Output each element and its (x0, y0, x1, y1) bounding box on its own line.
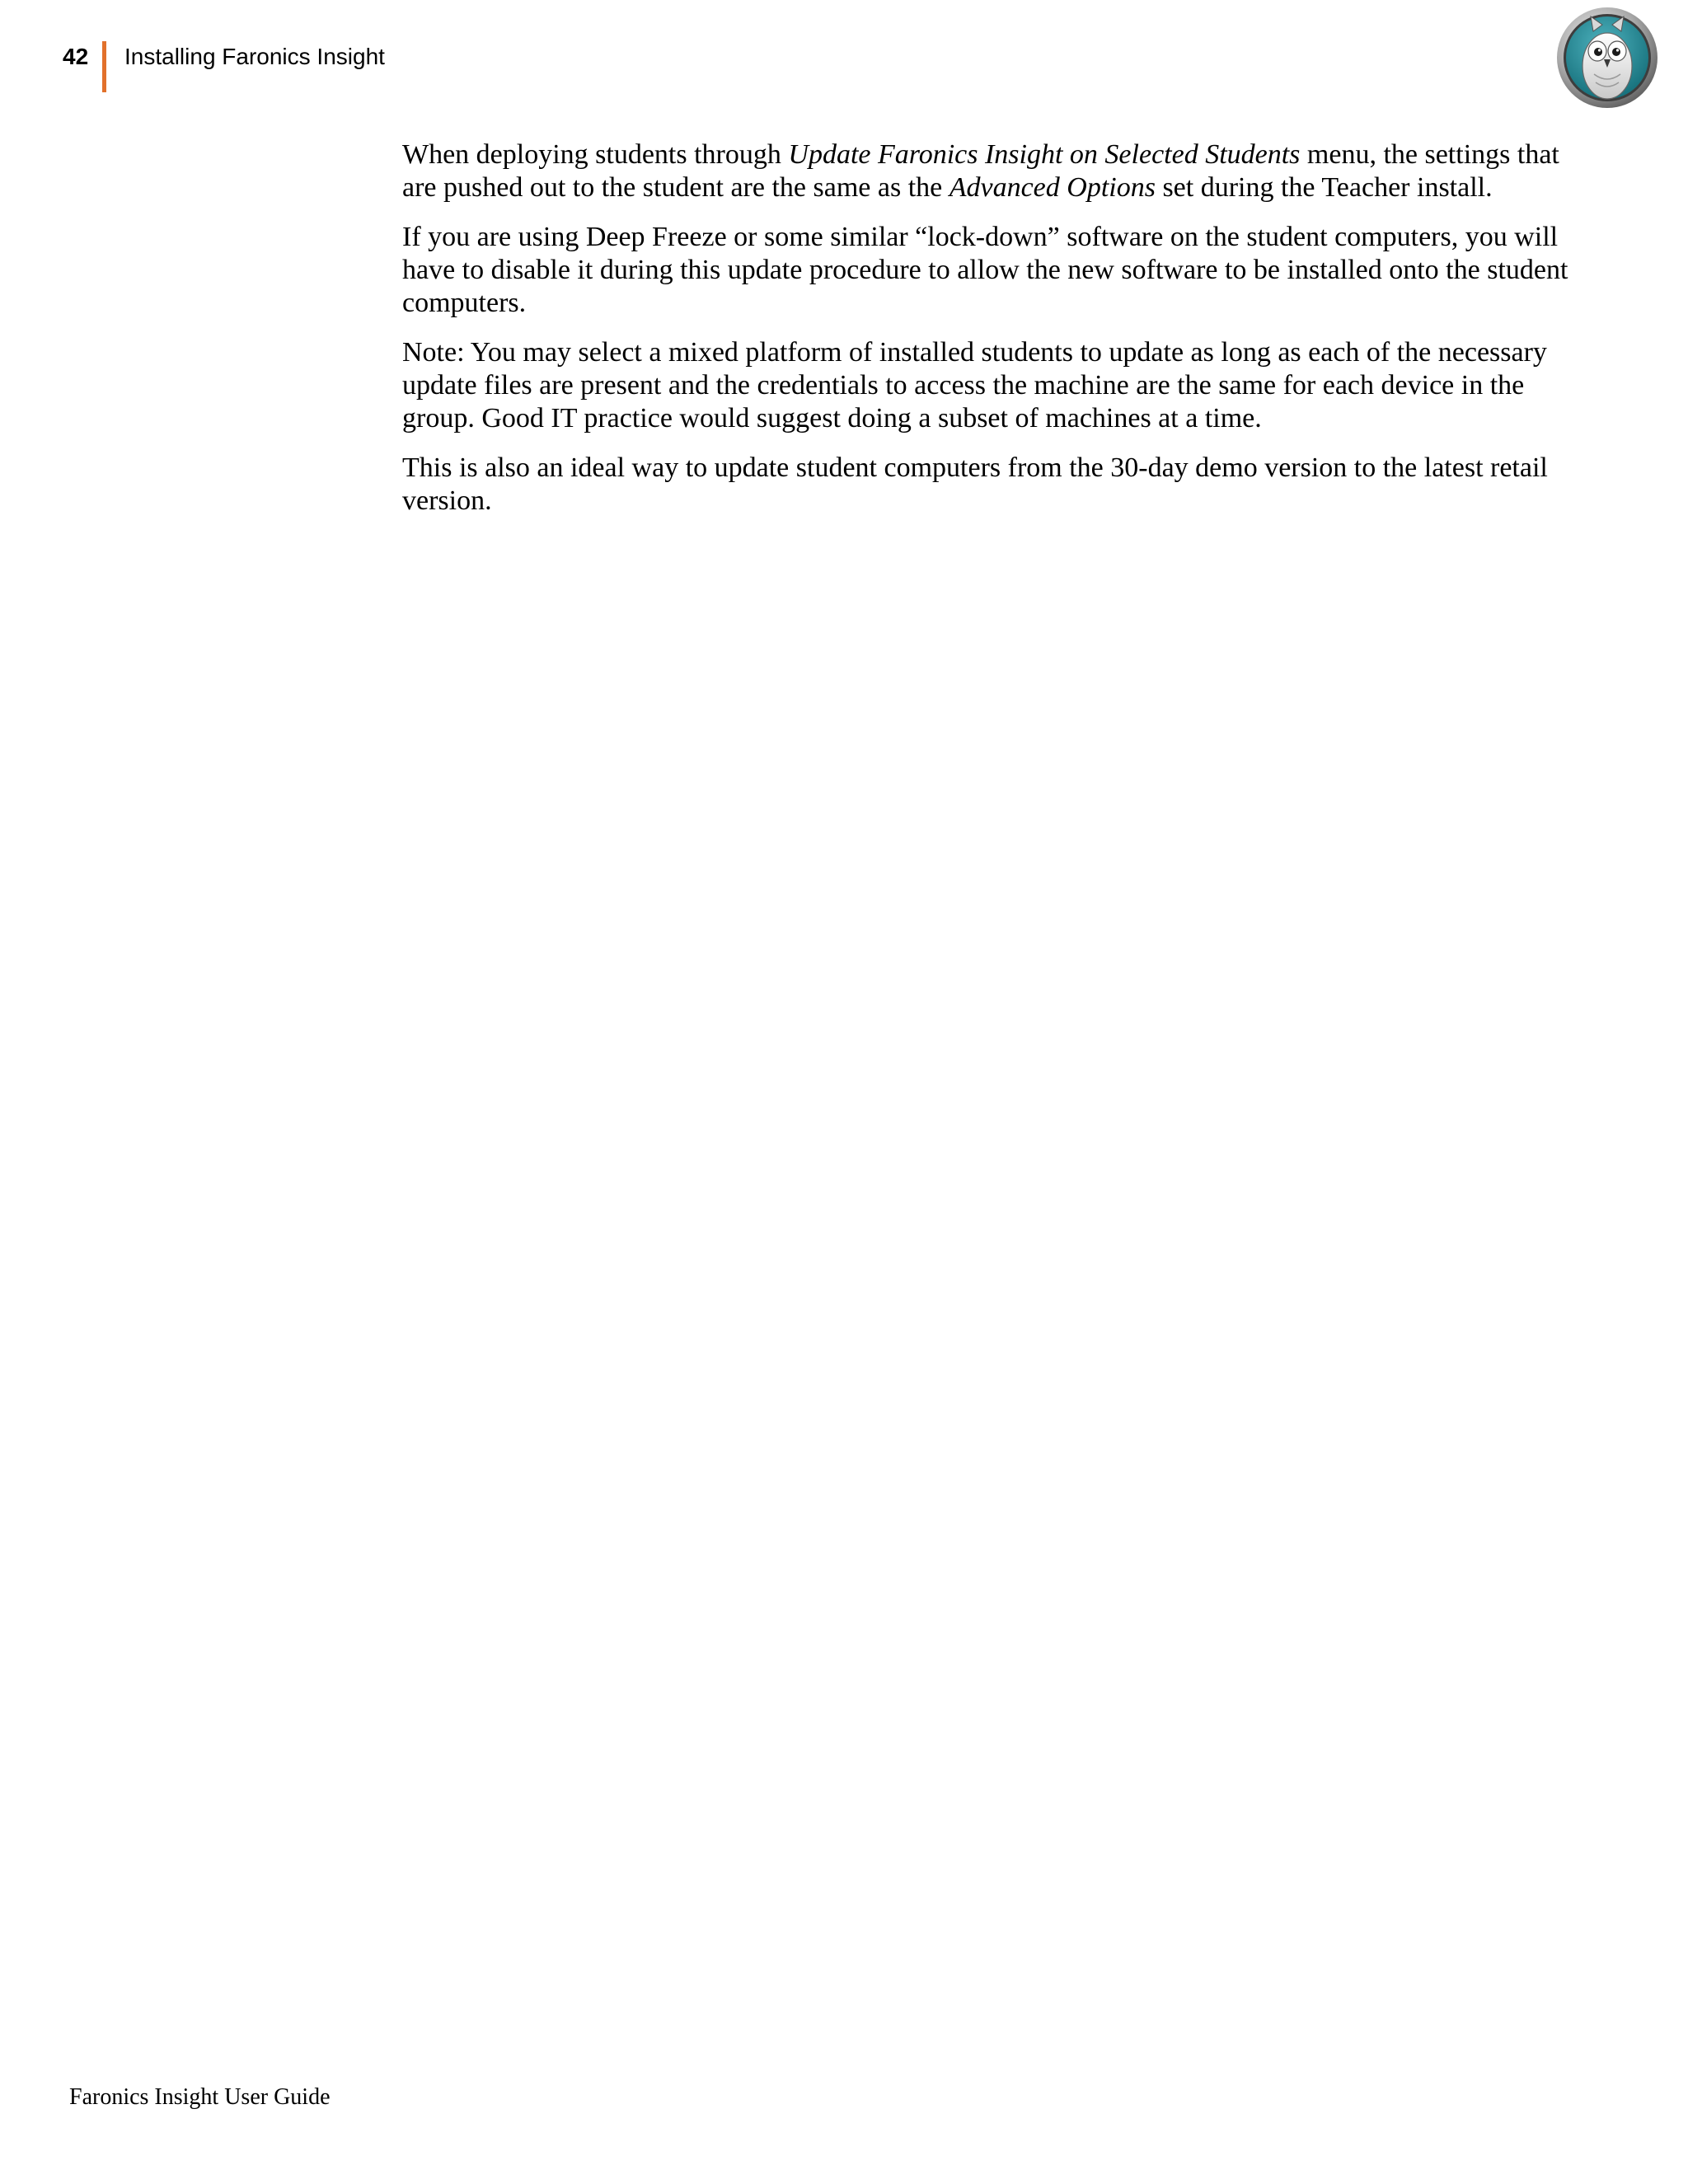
menu-name-emphasis: Update Faronics Insight on Selected Students (788, 139, 1301, 170)
paragraph-note: Note: You may select a mixed platform of installed students to update as long as each of the necessary update files are present and the credentials to access the machine are the same for each device in the group. Good IT practice would suggest doing a subset of machines at a time. (402, 337, 1547, 434)
paragraph-update-settings: When deploying students through Update Faronics Insight on Selected Students menu, the settings that are pushed out to the student are the same as the Advanced Options set during the Teacher install. (402, 139, 1559, 203)
page-number: 42 (63, 44, 89, 69)
header-divider (102, 41, 106, 92)
owl-logo-icon (1554, 5, 1660, 110)
advanced-options-emphasis: Advanced Options (949, 172, 1156, 203)
page-footer: Faronics Insight User Guide (69, 2084, 331, 2110)
paragraph-demo-update: This is also an ideal way to update student computers from the 30-day demo version to the latest retail version. (402, 452, 1548, 516)
body-text (402, 138, 1581, 534)
paragraph-deep-freeze: If you are using Deep Freeze or some similar “lock-down” software on the student computers, you will have to disable it during this update procedure to allow the new software to be installed onto the student computers. (402, 222, 1568, 318)
section-title: Installing Faronics Insight (124, 44, 385, 69)
page-header (0, 0, 1688, 115)
